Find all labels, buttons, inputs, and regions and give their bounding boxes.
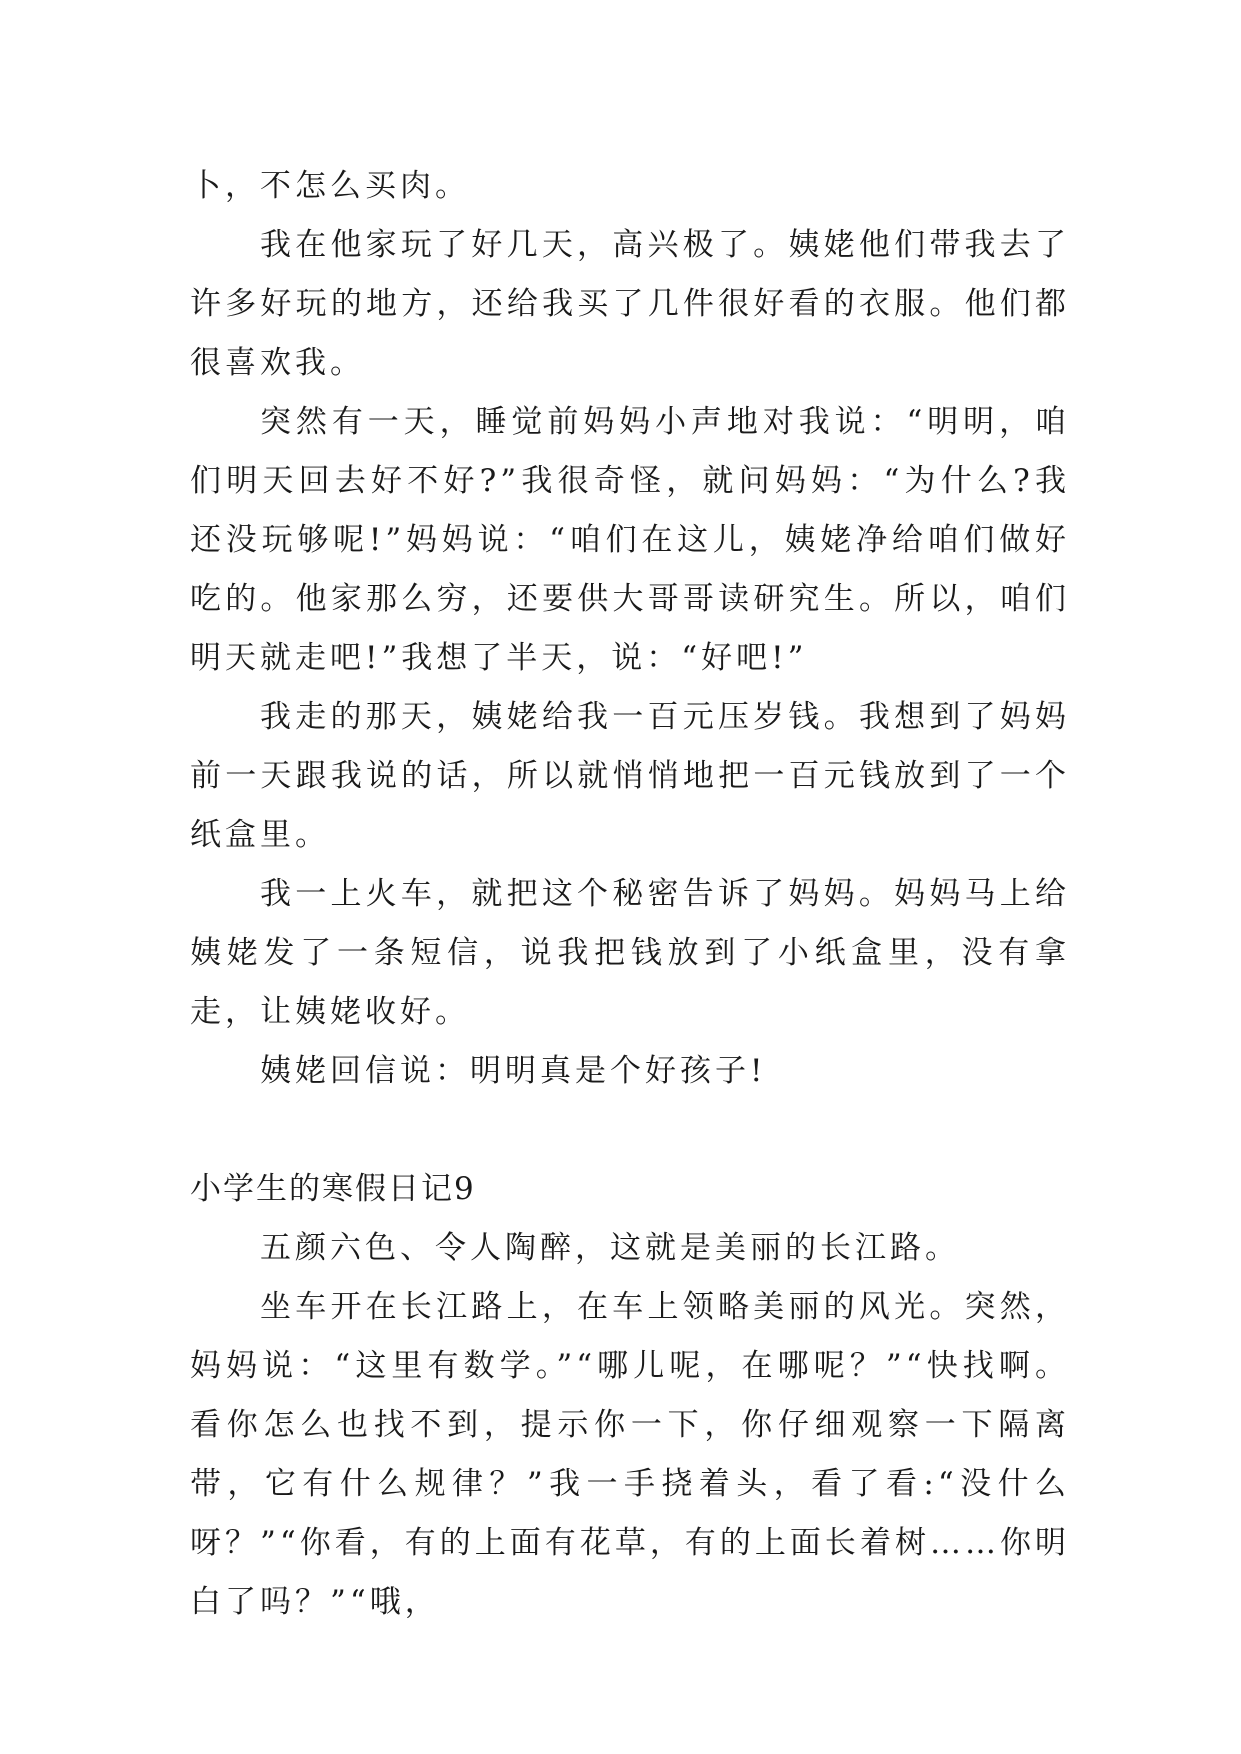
document-body	[190, 157, 1070, 1632]
paragraph-4: 我走的那天，姨姥给我一百元压岁钱。我想到了妈妈前一天跟我说的话，所以就悄悄地把一百元钱放到了一个纸盒里。	[190, 699, 1070, 853]
paragraph-2: 我在他家玩了好几天，高兴极了。姨姥他们带我去了许多好玩的地方，还给我买了几件很好看的衣服。他们都很喜欢我。	[190, 227, 1070, 381]
paragraph-7: 五颜六色、令人陶醉，这就是美丽的长江路。	[260, 1230, 960, 1266]
paragraph-5: 我一上火车，就把这个秘密告诉了妈妈。妈妈马上给姨姥发了一条短信，说我把钱放到了小纸盒里，没有拿走，让姨姥收好。	[190, 876, 1070, 1030]
paragraph-6: 姨姥回信说：明明真是个好孩子!	[260, 1053, 767, 1089]
paragraph-3: 突然有一天，睡觉前妈妈小声地对我说：“明明，咱们明天回去好不好?”我很奇怪，就问妈妈：“为什么?我还没玩够呢!”妈妈说：“咱们在这儿，姨姥净给咱们做好吃的。他家那么穷，还要供大哥哥读研究生。所以，咱们明天就走吧!”我想了半天，说：“好吧!”	[190, 404, 1070, 676]
paragraph-8: 坐车开在长江路上，在车上领略美丽的风光。突然，妈妈说：“这里有数学。”“哪儿呢，在哪呢？”“快找啊。看你怎么也找不到，提示你一下，你仔细观察一下隔离带，它有什么规律？”我一手挠着头，看了看:“没什么呀？”“你看，有的上面有花草，有的上面长着树……你明白了吗？”“哦，	[190, 1289, 1070, 1620]
section-spacer	[190, 1101, 1070, 1160]
paragraph-1: 卜，不怎么买肉。	[190, 168, 470, 204]
section-title: 小学生的寒假日记9	[190, 1171, 476, 1207]
